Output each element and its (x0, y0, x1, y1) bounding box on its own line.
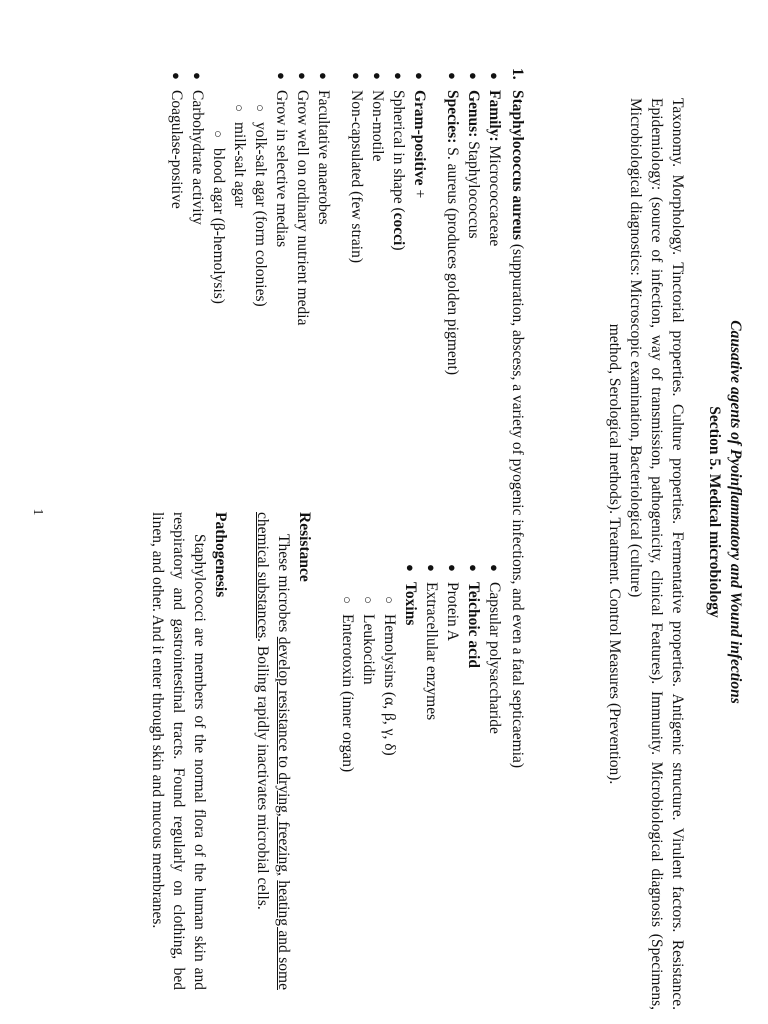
left-column (166, 68, 505, 488)
sub-list-item (358, 560, 379, 1000)
antigen-text: Toxins (402, 582, 419, 626)
circle-bullet-icon: ○ (253, 104, 268, 112)
toxin-text: Hemolysins (α, β, γ, δ) (381, 614, 398, 756)
resistance-underlined-2: heating and some chemical substances (254, 512, 292, 990)
organism-description: (suppuration, abscess, a variety of pyogenic infections, and even a fatal septicaemia) (509, 240, 526, 769)
circle-bullet-icon: ○ (340, 596, 355, 604)
list-item (166, 68, 187, 488)
bullet-icon: ● (466, 72, 481, 80)
toxin-text: Leukocidin (360, 614, 377, 685)
list-item (442, 560, 463, 1000)
intro-paragraph (604, 98, 688, 1010)
intro-text: Taxonomy. Morphology. Tinctorial properties. Culture properties. Fermentative properties. Antigenic structure. Virulent factors. Resistance. Epidemiology: (source of infection, way of transmission, pathogenicity, clinical Features). Immunity. Microbiological diagnosis (Specimens, Microbiological diagnostics: Microscopic examination, Bacteriological (culture) (627, 98, 686, 1010)
resistance-heading: Resistance (296, 512, 313, 582)
spacer (334, 68, 346, 488)
list-item (484, 560, 505, 1000)
bullet-icon: ● (274, 72, 289, 80)
bullet-icon: ● (487, 564, 502, 572)
culture-text: Coagulase-positive (168, 90, 185, 209)
section-number: 1. (509, 68, 526, 80)
resistance-rest: . Boiling rapidly (254, 638, 271, 741)
circle-bullet-icon: ○ (232, 104, 247, 112)
sub-list-item (379, 560, 400, 1000)
species-value: S. aureus (produces golden pigment) (444, 143, 461, 375)
sub-list-item (208, 68, 229, 488)
list-item (463, 68, 484, 488)
culture-text: Grow well on ordinary nutrient media (294, 90, 311, 326)
organism-name: Staphylococcus aureus (509, 90, 526, 240)
list-item (484, 68, 505, 488)
list-item (442, 68, 463, 488)
bullet-icon: ● (445, 72, 460, 80)
media-text: blood agar (β-hemolysis) (210, 148, 227, 304)
list-item (346, 68, 367, 488)
circle-bullet-icon: ○ (211, 130, 226, 138)
family-label: Family: (486, 90, 503, 142)
list-item (271, 68, 292, 488)
bullet-icon: ● (169, 72, 184, 80)
culture-text: Facultative anaerobes (315, 90, 332, 225)
antigen-text: Teichoic acid (465, 582, 482, 668)
bullet-icon: ● (424, 564, 439, 572)
section-heading (507, 68, 528, 988)
media-text: yolk-salt agar (form colonies) (252, 122, 269, 307)
list-item (421, 560, 442, 1000)
resistance-paragraph (252, 512, 294, 990)
media-text: milk-salt agar (231, 122, 248, 208)
gram-value: + (411, 185, 428, 199)
list-item (292, 68, 313, 488)
resistance-underlined-1: develop resistance to drying, freezing, (275, 636, 292, 876)
culture-text: Carbohydrate activity (189, 90, 206, 225)
toxin-text: Enterotoxin (inner organ) (339, 614, 356, 773)
motility-text: Non-motile (369, 90, 386, 162)
family-value: Micrococcaceae (486, 141, 503, 247)
shape-bold: cocci (390, 212, 407, 246)
intro-last-line: method, Serological methods). Treatment. Control Measures (Prevention). (606, 323, 623, 785)
list-item (463, 560, 484, 1000)
document-subtitle: Section 5. Medical microbiology (706, 406, 723, 618)
resistance-last: inactivates microbial cells. (254, 744, 271, 910)
right-column (337, 560, 505, 1000)
bullet-icon: ● (316, 72, 331, 80)
culture-text: Grow in selective medias (273, 90, 290, 248)
page-number: 1 (30, 508, 45, 516)
spacer (231, 512, 252, 990)
list-item (400, 560, 421, 1000)
document-title: Causative agents of Pyoinflammatory and Wound infections (727, 320, 744, 704)
circle-bullet-icon: ○ (382, 596, 397, 604)
antigen-text: Protein A (444, 582, 461, 641)
gram-label: Gram-positive (411, 90, 428, 186)
pathogenesis-paragraph: Staphylococci are members of the normal flora of the human skin and respiratory and gastrointestinal tracts. Found regularly on clothing, bed linen, and other. And it enter through skin and mucous membranes. (149, 512, 208, 990)
capsule-text: Non-capsulated (few strain) (348, 90, 365, 264)
bullet-icon: ● (403, 564, 418, 572)
bullet-icon: ● (445, 564, 460, 572)
bullet-icon: ● (190, 72, 205, 80)
bullet-icon: ● (412, 72, 427, 80)
sub-list-item (250, 68, 271, 488)
bullet-icon: ● (349, 72, 364, 80)
antigen-text: Extracellular enzymes (423, 582, 440, 721)
list-item (187, 68, 208, 488)
list-item (388, 68, 409, 488)
bullet-icon: ● (370, 72, 385, 80)
genus-label: Genus: (465, 90, 482, 138)
bullet-icon: ● (295, 72, 310, 80)
species-label: Species: (444, 90, 461, 144)
bullet-icon: ● (391, 72, 406, 80)
antigen-text: Capsular polysaccharide (486, 582, 503, 734)
bullet-icon: ● (466, 564, 481, 572)
list-item (313, 68, 334, 488)
text-column (147, 512, 315, 990)
genus-value: Staphylococcus (465, 137, 482, 239)
spacer (430, 68, 442, 488)
bullet-icon: ● (487, 72, 502, 80)
resistance-lead: These microbes (275, 534, 292, 637)
sub-list-item (229, 68, 250, 488)
circle-bullet-icon: ○ (361, 596, 376, 604)
pathogenesis-heading: Pathogenesis (212, 512, 229, 598)
shape-suffix: ) (390, 245, 407, 251)
shape-text: Spherical in shape ( (390, 90, 407, 213)
sub-list-item (337, 560, 358, 1000)
list-item (409, 68, 430, 488)
list-item (367, 68, 388, 488)
